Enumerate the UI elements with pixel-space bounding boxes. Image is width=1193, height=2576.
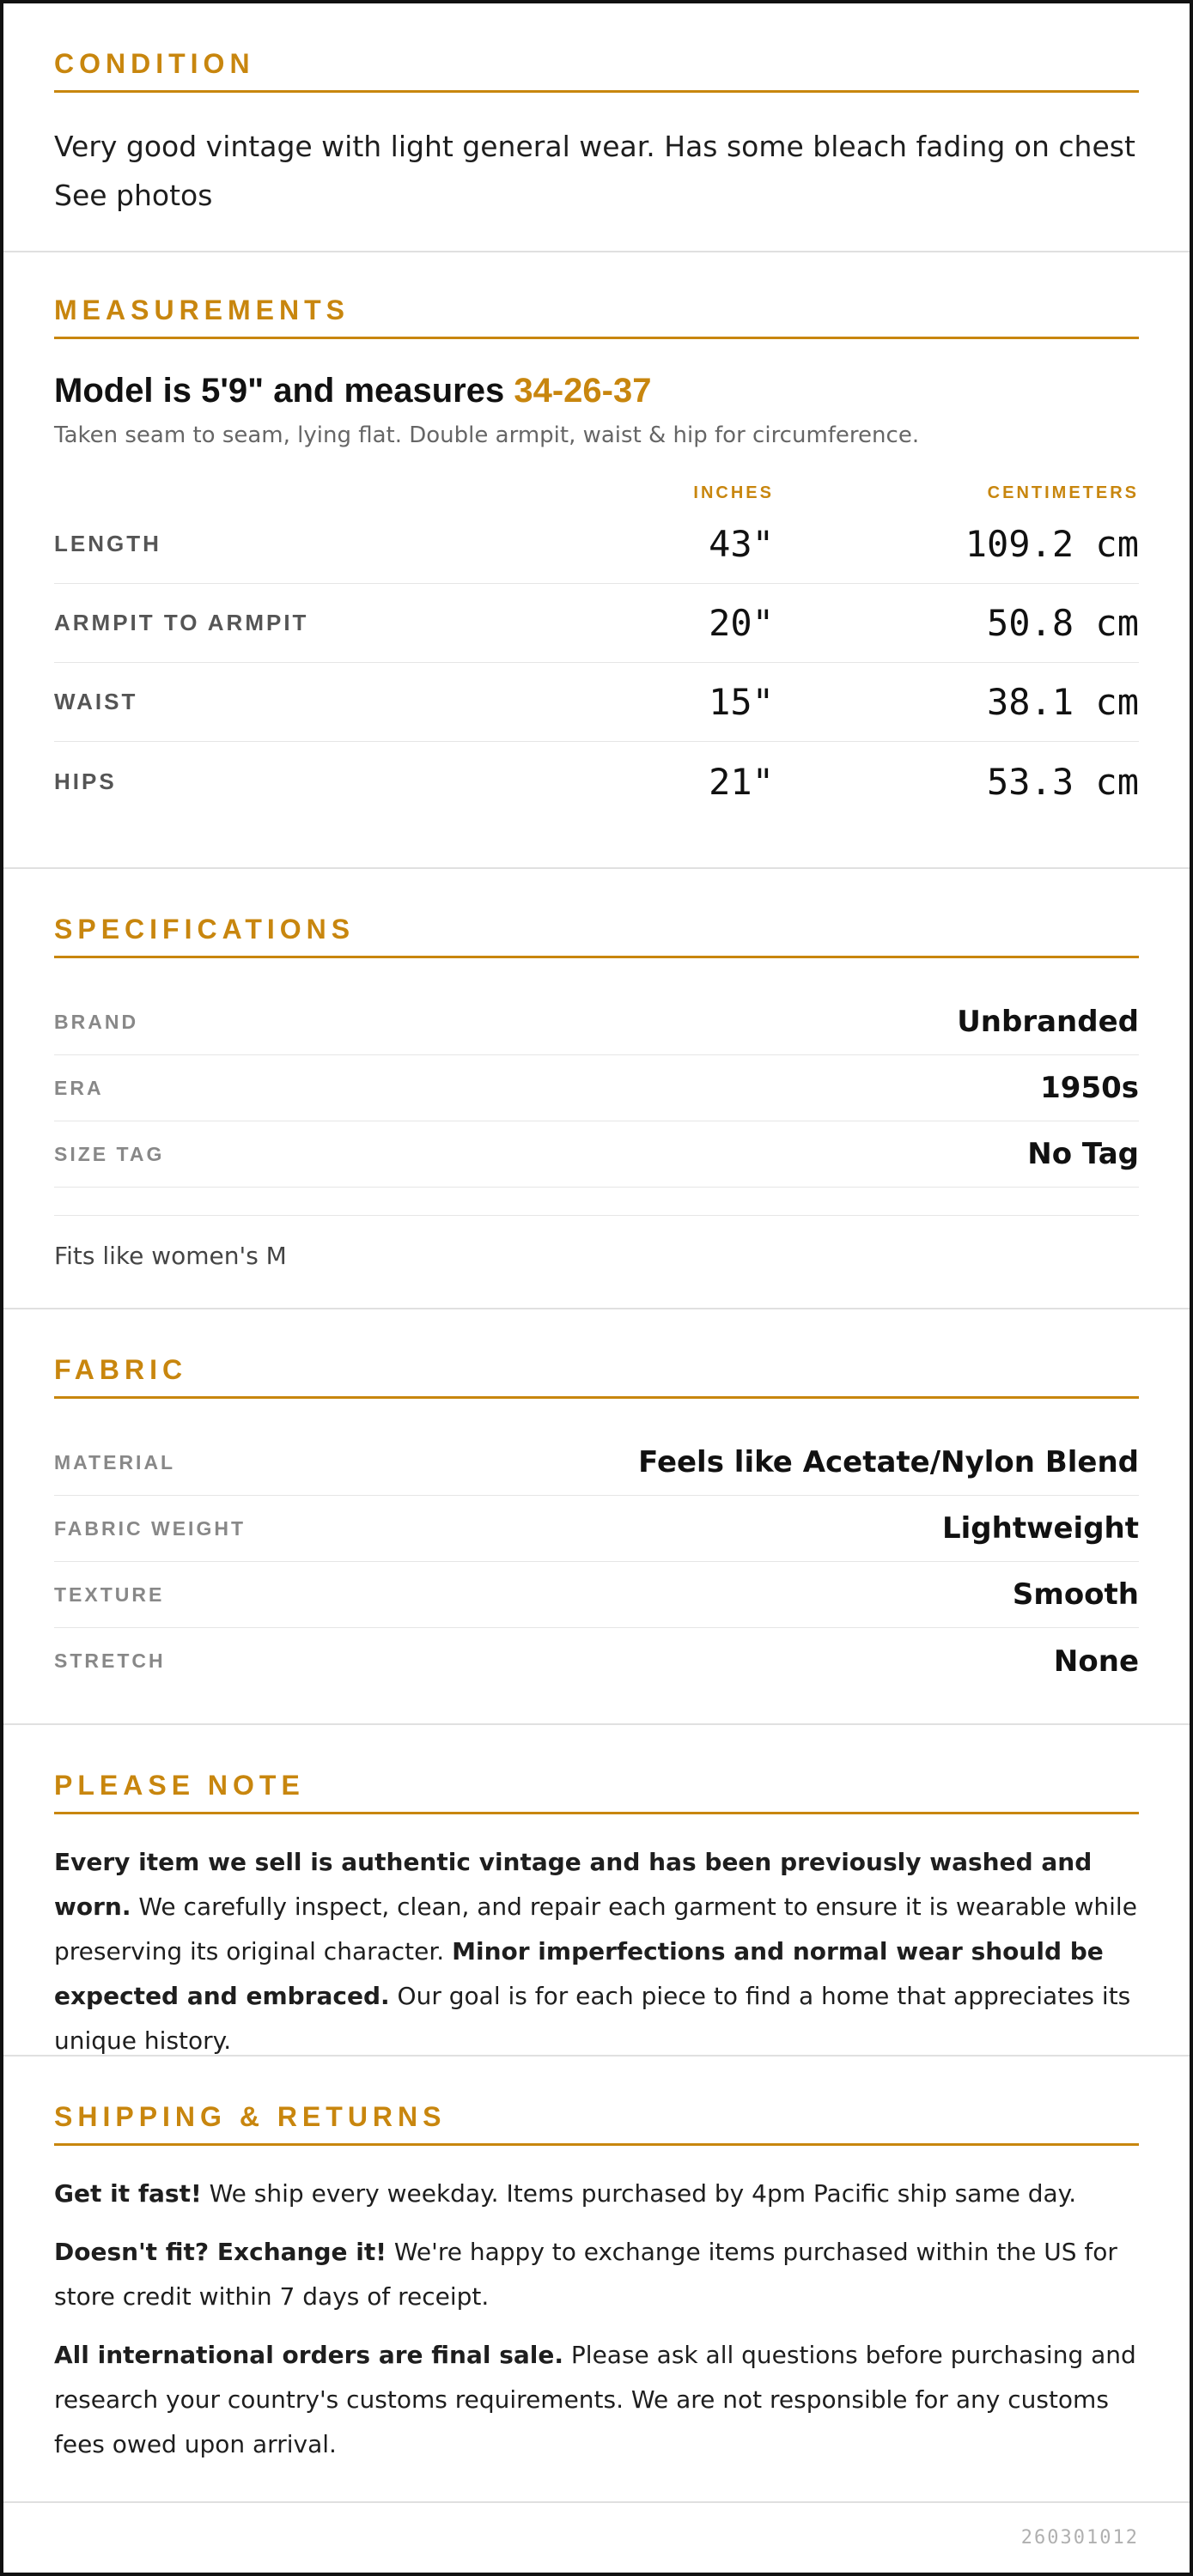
shipping-international-text: Please ask all questions before purchasing and research your country's customs requirements. We are not responsible for any customs fees owed upon arrival. [54,2341,1136,2458]
fabric-label: FABRIC WEIGHT [54,1516,246,1540]
spec-value: 1950s [1040,1071,1139,1105]
measurement-cm: 38.1 cm [986,681,1139,723]
measurement-inches: 21" [709,760,774,803]
please-note-text [54,1840,1139,2063]
table-row [54,584,1139,663]
table-row [54,663,1139,742]
shipping-exchange-text: We're happy to exchange items purchased within the US for store credit within 7 days of receipt. [54,2238,1117,2311]
fit-note: Fits like women's M [54,1215,1139,1270]
shipping-paragraph-fast [54,2172,1139,2216]
fabric-list [54,1430,1139,1694]
measurement-cm: 109.2 cm [965,523,1139,565]
fabric-value: Smooth [1012,1577,1139,1612]
inches-column-header: INCHES [693,483,774,502]
model-prefix: Model is 5'9" and measures [54,372,514,410]
condition-heading: CONDITION [54,48,1139,93]
please-note-bold-2: Minor imperfections and normal wear should be expected and embraced. [54,1937,1104,2010]
spec-value: No Tag [1027,1137,1139,1171]
list-item [54,1496,1139,1562]
specifications-list [54,989,1139,1188]
please-note-text-1: We carefully inspect, clean, and repair each garment to ensure it is wearable while preserving its original character. [54,1893,1137,1965]
shipping-returns-section [3,2057,1190,2503]
measurement-label: HIPS [54,768,117,794]
list-item [54,1430,1139,1496]
please-note-text-2: Our goal is for each piece to find a home that appreciates its unique history. [54,1982,1131,2055]
shipping-fast-text: We ship every weekday. Items purchased by 4pm Pacific ship same day. [201,2179,1077,2208]
fabric-value: Feels like Acetate/Nylon Blend [638,1445,1139,1479]
specifications-section [3,869,1190,1309]
list-item [54,1628,1139,1694]
model-accent-measurements: 34-26-37 [514,372,652,410]
shipping-paragraph-international [54,2333,1139,2467]
fabric-label: TEXTURE [54,1583,165,1606]
please-note-section [3,1725,1190,2057]
product-code: 260301012 [1020,2526,1139,2549]
spec-label: ERA [54,1076,104,1099]
table-row [54,505,1139,584]
measurement-instructions: Taken seam to seam, lying flat. Double armpit, waist & hip for circumference. [54,422,920,448]
please-note-heading: PLEASE NOTE [54,1770,1139,1814]
measurement-label: LENGTH [54,531,161,556]
fabric-section [3,1309,1190,1725]
measurement-inches: 43" [709,523,774,565]
measurements-section [3,252,1190,869]
measurements-heading: MEASUREMENTS [54,295,1139,339]
model-measurements [54,372,1139,410]
list-item [54,989,1139,1055]
shipping-exchange-bold: Doesn't fit? Exchange it! [54,2238,387,2266]
fabric-heading: FABRIC [54,1354,1139,1399]
measurement-cm: 50.8 cm [986,602,1139,644]
condition-text: Very good vintage with light general wear. Has some bleach fading on chest See photos [54,130,1135,212]
measurement-inches: 15" [709,681,774,723]
measurements-table-header [54,481,1139,505]
list-item [54,1562,1139,1628]
spec-label: SIZE TAG [54,1142,165,1165]
shipping-fast-bold: Get it fast! [54,2179,202,2208]
measurement-label: WAIST [54,689,138,714]
list-item [54,1055,1139,1121]
measurement-inches: 20" [709,602,774,644]
measurements-table [54,481,1139,821]
fabric-value: Lightweight [941,1511,1139,1546]
spec-label: BRAND [54,1010,139,1033]
centimeters-column-header: CENTIMETERS [987,483,1139,502]
shipping-international-bold: All international orders are final sale. [54,2341,564,2369]
specifications-heading: SPECIFICATIONS [54,914,1139,958]
fabric-value: None [1053,1643,1139,1679]
please-note-bold-1: Every item we sell is authentic vintage and has been previously washed and worn. [54,1848,1093,1921]
measurement-cm: 53.3 cm [986,760,1139,803]
footer [3,2503,1190,2572]
fabric-label: MATERIAL [54,1450,176,1473]
table-row [54,742,1139,821]
list-item [54,1121,1139,1188]
spec-value: Unbranded [957,1005,1139,1039]
shipping-paragraph-exchange [54,2230,1139,2319]
condition-section [3,3,1190,252]
measurement-label: ARMPIT TO ARMPIT [54,610,309,635]
shipping-heading: SHIPPING & RETURNS [54,2101,1139,2146]
fabric-label: STRETCH [54,1649,166,1672]
